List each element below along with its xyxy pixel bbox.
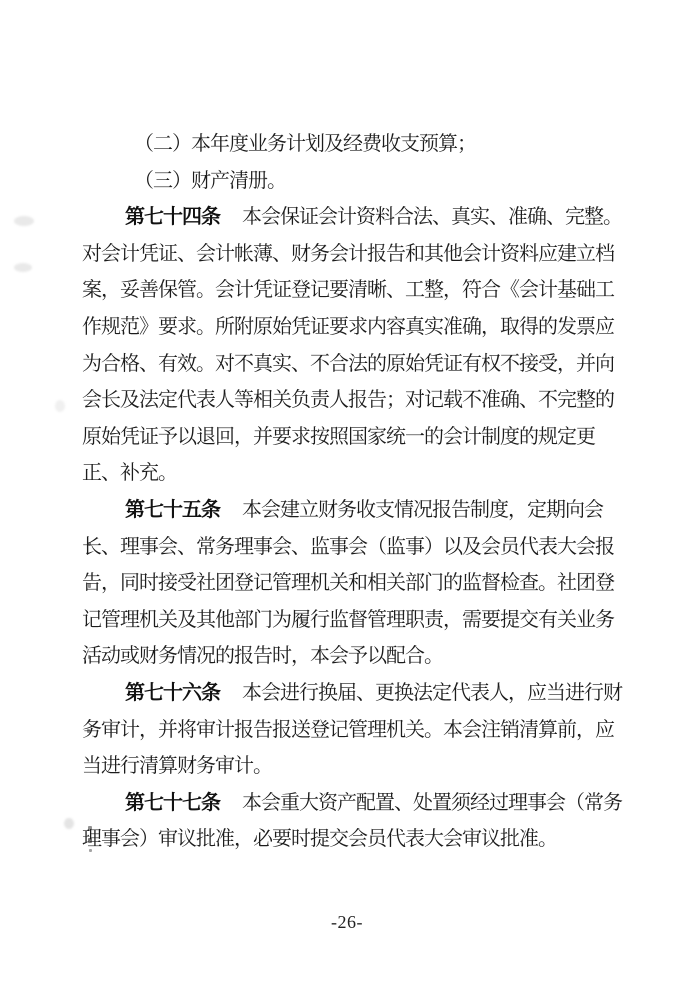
line-text: 案，妥善保管。会计凭证登记要清晰、工整，符合《会计基础工	[82, 279, 614, 302]
article-number: 第七十六条	[125, 681, 220, 704]
page-number: -26-	[331, 912, 363, 932]
text-line	[82, 529, 627, 566]
scan-smudge	[14, 263, 32, 272]
text-line	[82, 638, 627, 675]
line-text: 本会进行换届、更换法定代表人，应当进行财	[242, 681, 622, 704]
text-line	[82, 712, 627, 749]
article-number: 第七十四条	[125, 206, 220, 229]
line-text: 会长及法定代表人等相关负责人报告；对记载不准确、不完整的	[82, 389, 614, 412]
document-body	[82, 126, 627, 858]
line-text: 为合格、有效。对不真实、不合法的原始凭证有权不接受，并向	[82, 352, 614, 375]
article-number: 第七十七条	[125, 791, 220, 814]
text-line	[82, 346, 627, 383]
text-line	[82, 821, 627, 858]
line-text: 当进行清算财务审计。	[82, 755, 272, 778]
line-text: 长、理事会、常务理事会、监事会（监事）以及会员代表大会报	[82, 535, 614, 558]
line-text: 对会计凭证、会计帐薄、财务会计报告和其他会计资料应建立档	[82, 242, 614, 265]
line-text: 本会保证会计资料合法、真实、准确、完整。	[242, 206, 622, 229]
line-text: 理事会）审议批准，必要时提交会员代表大会审议批准。	[82, 828, 557, 851]
line-text: 记管理机关及其他部门为履行监督管理职责，需要提交有关业务	[82, 608, 614, 631]
text-line	[82, 565, 627, 602]
scan-smudge	[55, 400, 65, 412]
text-line	[82, 272, 627, 309]
line-text: 务审计，并将审计报告报送登记管理机关。本会注销清算前，应	[82, 718, 614, 741]
scan-smudge	[64, 818, 74, 829]
article-line	[82, 785, 627, 822]
text-line	[82, 126, 627, 163]
line-text: （二）本年度业务计划及经费收支预算；	[134, 133, 476, 155]
article-line	[82, 199, 627, 236]
text-line	[82, 309, 627, 346]
text-line	[82, 455, 627, 492]
article-number: 第七十五条	[125, 498, 220, 521]
line-text: 作规范》要求。所附原始凭证要求内容真实准确，取得的发票应	[82, 315, 614, 338]
text-line	[82, 748, 627, 785]
text-line	[82, 163, 627, 200]
line-text: 告，同时接受社团登记管理机关和相关部门的监督检查。社团登	[82, 572, 614, 595]
text-line	[82, 236, 627, 273]
line-text: 本会建立财务收支情况报告制度，定期向会	[242, 498, 603, 521]
text-line	[82, 419, 627, 456]
line-text: 活动或财务情况的报告时，本会予以配合。	[82, 645, 443, 668]
line-text: （三）财产清册。	[134, 169, 286, 192]
article-line	[82, 675, 627, 712]
line-text: 原始凭证予以退回，并要求按照国家统一的会计制度的规定更	[82, 425, 595, 448]
text-line	[82, 602, 627, 639]
scan-smudge	[14, 216, 34, 226]
article-line	[82, 492, 627, 529]
text-line	[82, 382, 627, 419]
line-text: 正、补充。	[82, 462, 177, 485]
line-text: 本会重大资产配置、处置须经过理事会（常务	[242, 791, 622, 814]
